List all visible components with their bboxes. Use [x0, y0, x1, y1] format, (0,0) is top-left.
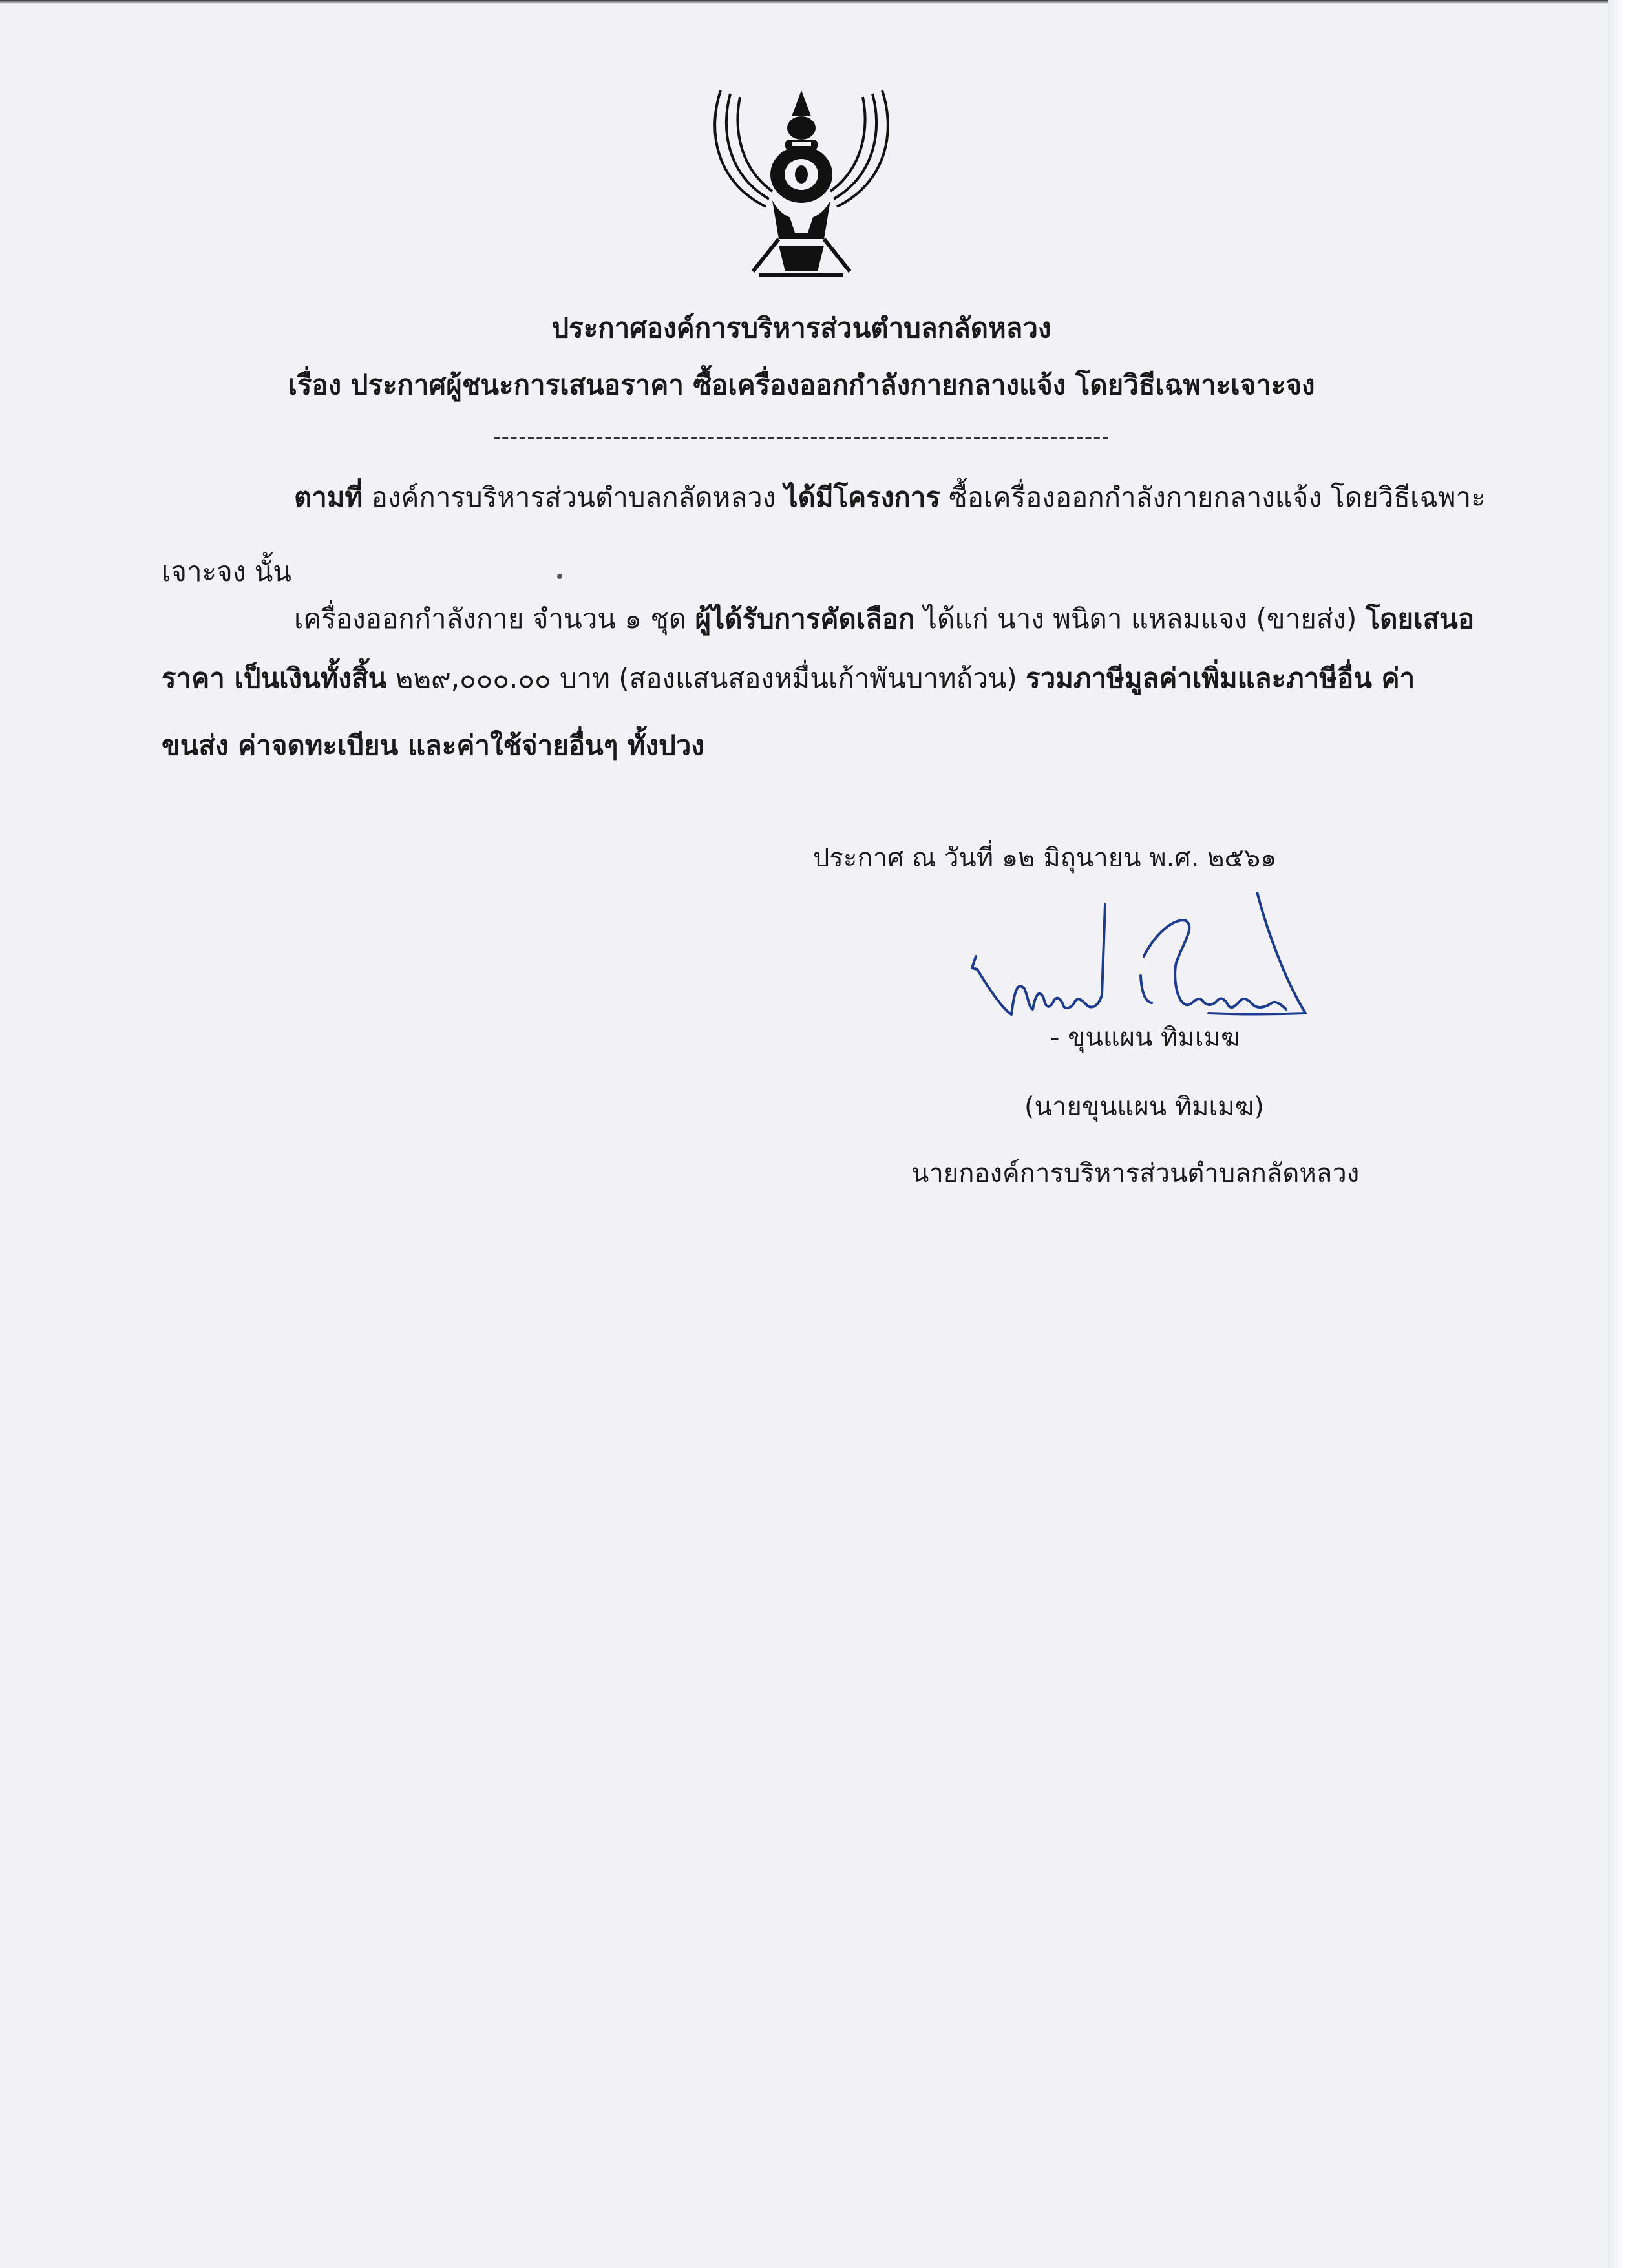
text: เครื่องออกกำลังกาย จำนวน ๑ ชุด: [294, 603, 695, 635]
paragraph-2-line-2: [162, 659, 1415, 698]
signer-position: นายกองค์การบริหารส่วนตำบลกลัดหลวง: [911, 1159, 1360, 1188]
signer-short-name: - ขุนแผน ทิมเมฆ: [1050, 1023, 1240, 1053]
scan-top-shadow: [0, 0, 1648, 4]
paragraph-2-line-3: ขนส่ง ค่าจดทะเบียน และค่าใช้จ่ายอื่นๆ ทั้งปวง: [162, 730, 704, 761]
scan-right-edge: [1608, 0, 1648, 2268]
text: องค์การบริหารส่วนตำบลกลัดหลวง: [363, 481, 785, 513]
announcement-subject: เรื่อง ประกาศผู้ชนะการเสนอราคา ซื้อเครื่องออกกำลังกายกลางแจ้ง โดยวิธีเฉพาะเจาะจง: [288, 369, 1315, 401]
garuda-emblem-icon: [695, 78, 908, 291]
text-bold: ผู้ได้รับการคัดเลือก: [695, 603, 915, 635]
paragraph-1-line-1: [294, 478, 1486, 517]
signer-short-name-text: ขุนแผน ทิมเมฆ: [1068, 1023, 1240, 1053]
announcement-title: ประกาศองค์การบริหารส่วนตำบลกลัดหลวง: [551, 312, 1051, 344]
separator-line: ------------------------------------------------------------------------: [492, 424, 1110, 450]
text-bold: ราคา เป็นเงินทั้งสิ้น: [162, 662, 387, 694]
paragraph-1-line-2: เจาะจง นั้น: [162, 556, 291, 587]
announcement-date: ประกาศ ณ วันที่ ๑๒ มิถุนายน พ.ศ. ๒๕๖๑: [813, 843, 1277, 873]
text-bold: ตามที่: [294, 481, 363, 513]
text-bold: โดยเสนอ: [1365, 603, 1475, 635]
paragraph-2-line-1: [294, 600, 1474, 638]
text-bold: รวมภาษีมูลค่าเพิ่มและภาษีอื่น ค่า: [1026, 662, 1415, 694]
text: ซื้อเครื่องออกกำลังกายกลางแจ้ง โดยวิธีเฉพาะ: [940, 481, 1486, 513]
scan-speck: [557, 574, 562, 579]
text: ๒๒๙,๐๐๐.๐๐ บาท (สองแสนสองหมื่นเก้าพันบาทถ้วน): [386, 662, 1026, 694]
signer-full-name: (นายขุนแผน ทิมเมฆ): [1024, 1092, 1264, 1122]
text: ได้แก่ นาง พนิดา แหลมแจง (ขายส่ง): [914, 603, 1366, 635]
text-bold: ได้มีโครงการ: [784, 481, 940, 513]
